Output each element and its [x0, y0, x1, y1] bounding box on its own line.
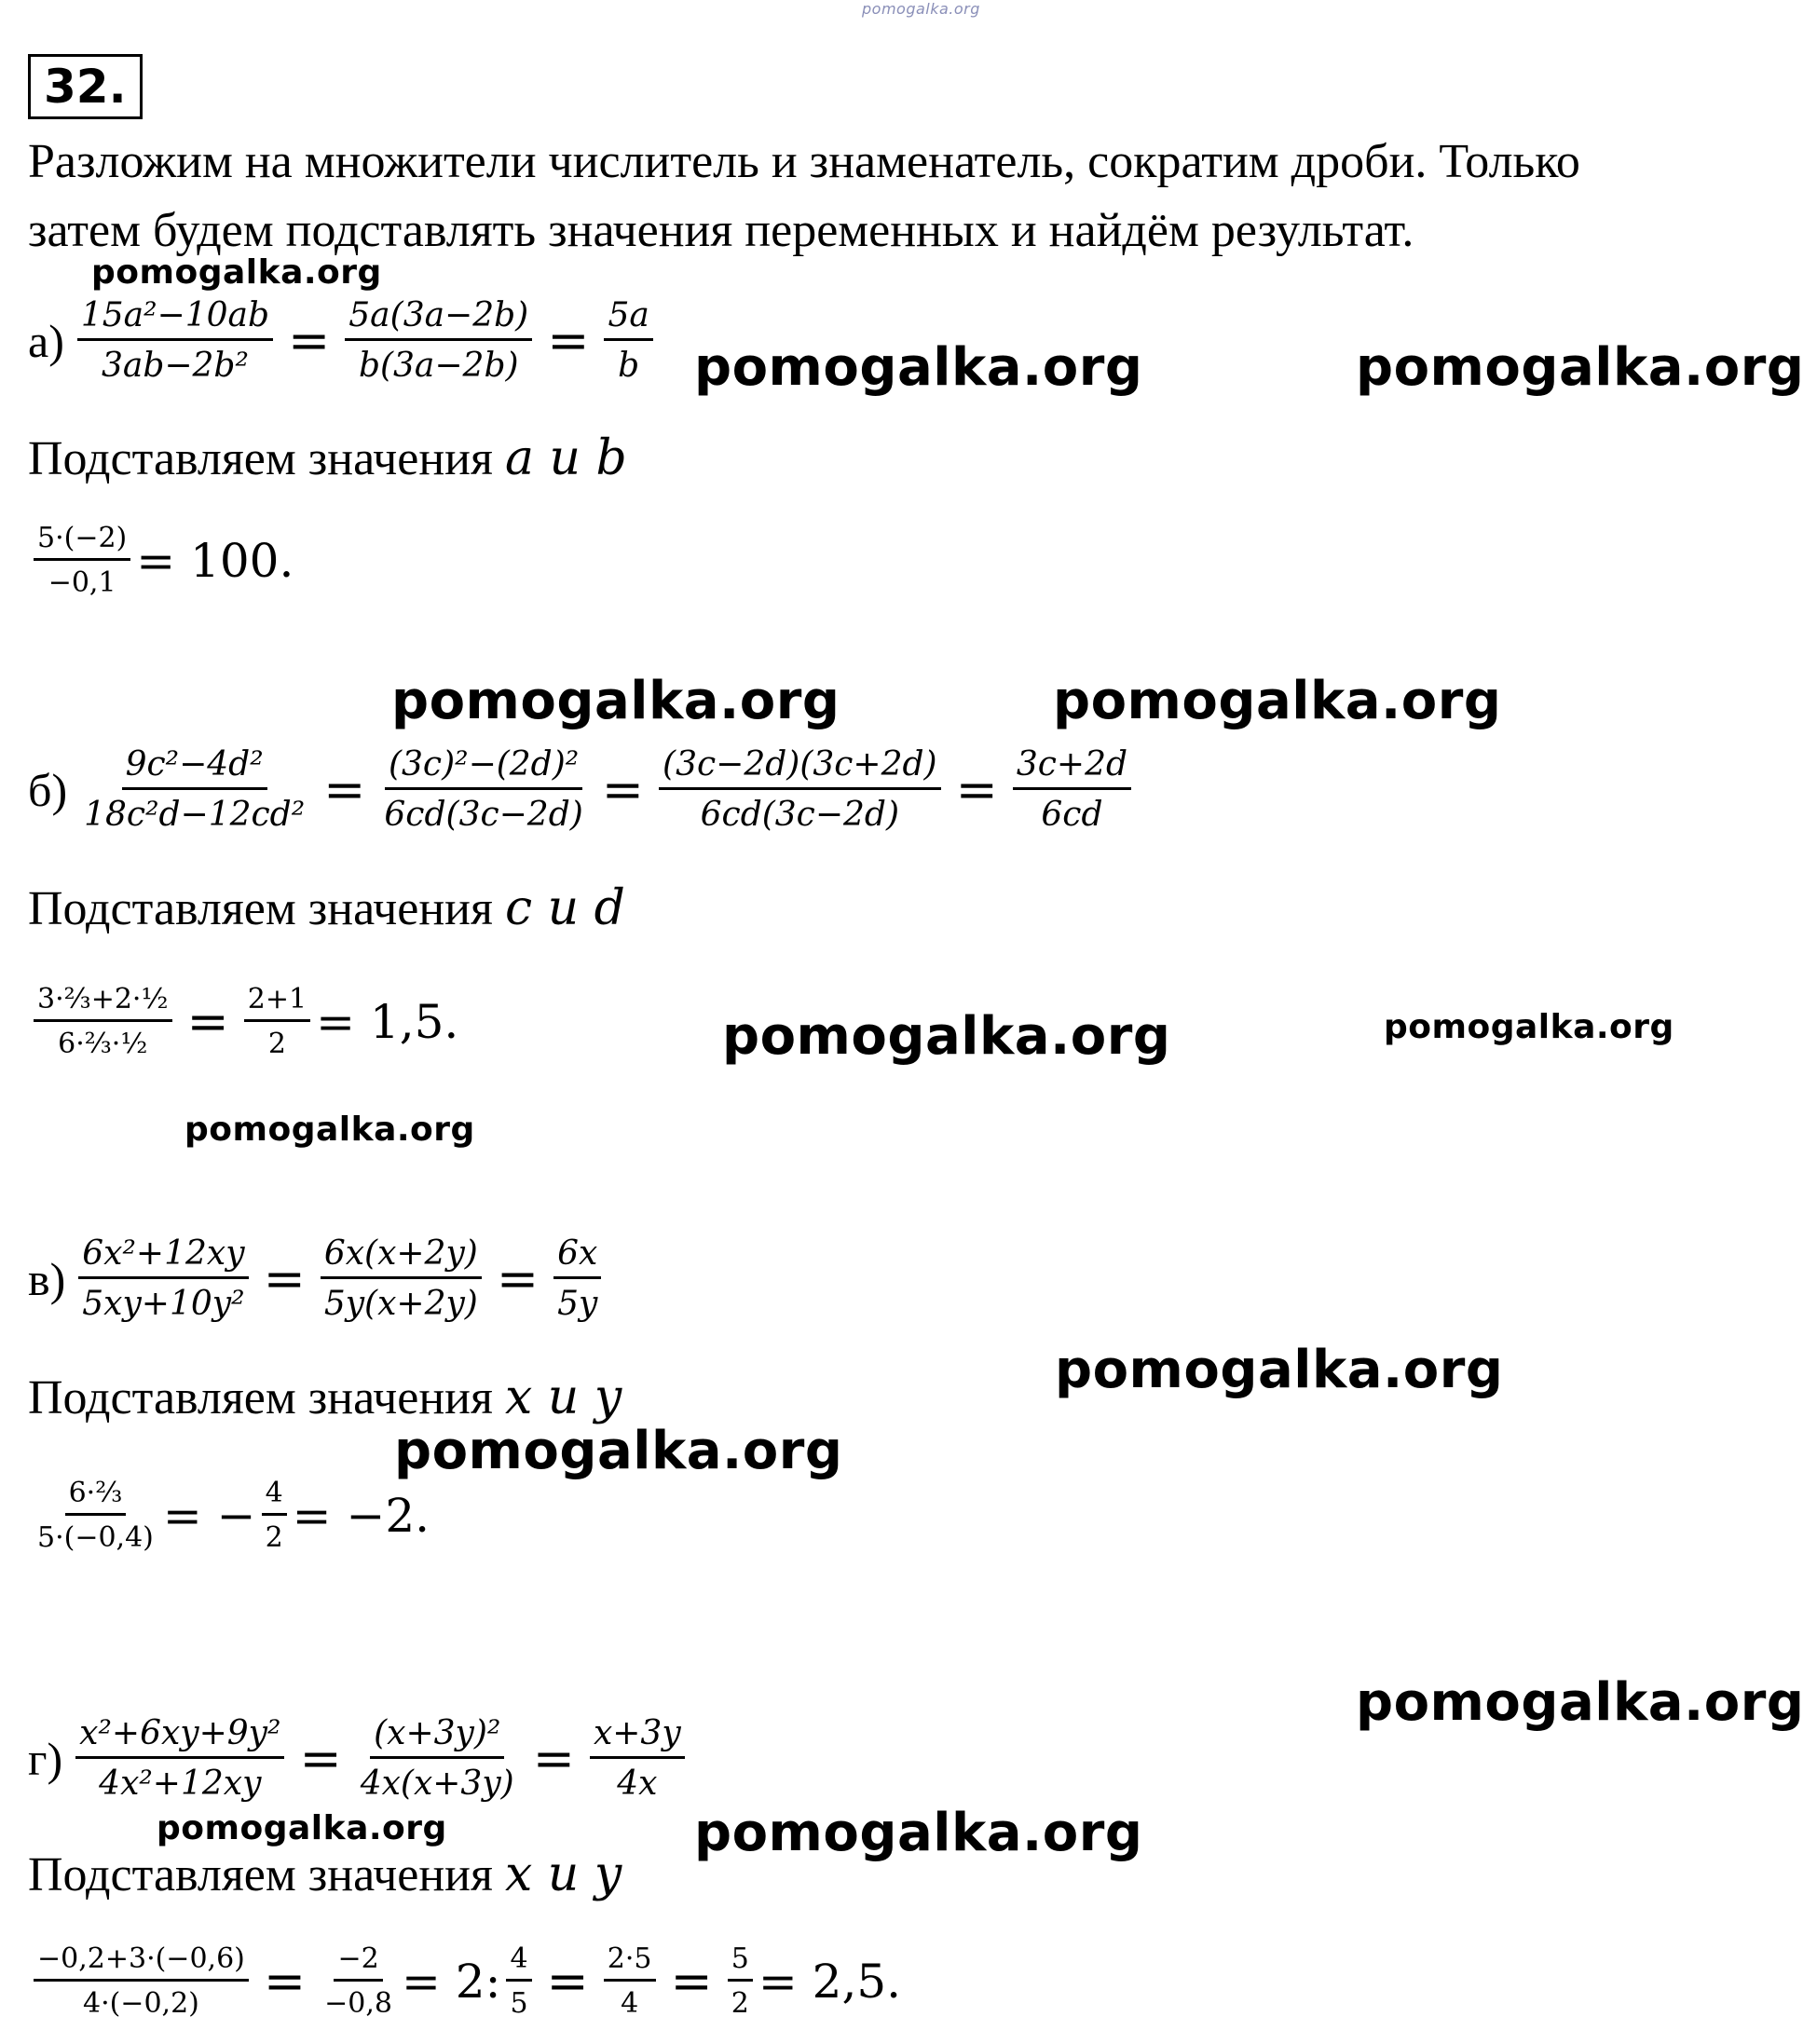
watermark: pomogalka.org: [184, 1111, 475, 1149]
watermark: pomogalka.org: [722, 1006, 1171, 1067]
fraction: $\frac{5a}{b}$: [604, 296, 652, 385]
watermark: pomogalka.org: [91, 253, 382, 292]
fraction: $\frac{\text{15a²−10ab}}{\text{3ab−2b²}}$: [77, 296, 273, 385]
part-a-subst: Подставляем значения a и b: [28, 430, 627, 486]
part-g-equation: г) $\frac{\text{x²+6xy+9y²}}{\text{4x²+12xy}}$ = $\frac{\text{(x+3y)²}}{4x(x+3y)}$ = $\frac{x+3y}{4x}$: [28, 1714, 690, 1803]
watermark: pomogalka.org: [394, 1421, 843, 1481]
watermark: pomogalka.org: [157, 1809, 447, 1847]
watermark: pomogalka.org: [1055, 1340, 1504, 1400]
part-v-subst: Подставляем значения x и y: [28, 1369, 622, 1425]
watermark: pomogalka.org: [1356, 1672, 1805, 1733]
fraction: $\frac{\text{6·⅔}}{5\cdot(-0,4)}$: [37, 1477, 154, 1554]
intro-line-2: затем будем подставлять значения переменных и найдём результат.: [28, 204, 1414, 257]
fraction: $\frac{2+1}{2}$: [244, 983, 310, 1060]
fraction: $\frac{5}{2}$: [728, 1942, 753, 2020]
fraction: $\frac{4}{2}$: [262, 1477, 287, 1554]
fraction: $\frac{5\cdot(-2)}{-0,1}$: [34, 522, 130, 599]
fraction: $\frac{\text{(x+3y)²}}{4x(x+3y)}$: [360, 1714, 514, 1803]
part-g-subst: Подставляем значения x и y: [28, 1846, 622, 1902]
fraction: $\frac{\text{9c²−4d²}}{\text{18c²d−12cd²}}$: [84, 745, 306, 834]
part-b-equation: б) $\frac{\text{9c²−4d²}}{\text{18c²d−12cd²}}$ = $\frac{\text{(3c)²−(2d)²}}{6cd(3c-2d)}$ = $\frac{(3c-2d)(3c+2d)}{6cd(3c-2d)}$ = $\frac{3c+2d}{6cd}$: [28, 745, 1137, 834]
fraction: $\frac{5a(3a-2b)}{b(3a-2b)}$: [345, 296, 532, 385]
watermark: pomogalka.org: [391, 671, 840, 731]
watermark: pomogalka.org: [1384, 1008, 1674, 1046]
fraction: $\frac{-0,2+3\cdot(-0,6)}{4\cdot(-0,2)}$: [34, 1942, 249, 2020]
part-b-label: б): [28, 763, 68, 816]
part-a-calc: $\frac{5\cdot(-2)}{-0,1}$ = 100.: [28, 522, 294, 599]
fraction: $\frac{\text{3·⅔+2·½}}{\text{6·⅔·½}}$: [34, 983, 172, 1060]
fraction: $\frac{\text{6x²+12xy}}{\text{5xy+10y²}}$: [78, 1234, 248, 1323]
fraction: $\frac{4}{5}$: [506, 1942, 531, 2020]
part-b-subst: Подставляем значения c и d: [28, 880, 625, 936]
fraction: $\frac{2\cdot 5}{4}$: [604, 1942, 656, 2020]
fraction: $\frac{\text{(3c)²−(2d)²}}{6cd(3c-2d)}$: [384, 745, 583, 834]
part-v-equation: в) $\frac{\text{6x²+12xy}}{\text{5xy+10y²}}$ = $\frac{6x(x+2y)}{5y(x+2y)}$ = $\frac{6x}{5y}$: [28, 1234, 607, 1323]
watermark: pomogalka.org: [1053, 671, 1502, 731]
watermark: pomogalka.org: [694, 1803, 1143, 1863]
part-g-calc: $\frac{-0,2+3\cdot(-0,6)}{4\cdot(-0,2)}$ = $\frac{-2}{-0,8}$ = 2: $\frac{4}{5}$ = $\frac{2\cdot 5}{4}$ = $\frac{5}{2}$ = 2,5.: [28, 1942, 901, 2020]
fraction: $\frac{\text{x²+6xy+9y²}}{\text{4x²+12xy}}$: [75, 1714, 284, 1803]
watermark: pomogalka.org: [694, 337, 1143, 398]
fraction: $\frac{x+3y}{4x}$: [590, 1714, 685, 1803]
part-g-label: г): [28, 1732, 63, 1785]
problem-number: 32.: [28, 54, 143, 119]
part-a-equation: а) $\frac{\text{15a²−10ab}}{\text{3ab−2b²}}$ = $\frac{5a(3a-2b)}{b(3a-2b)}$ = $\frac{5a}{b}$: [28, 296, 659, 385]
part-v-calc: $\frac{\text{6·⅔}}{5\cdot(-0,4)}$ = − $\frac{4}{2}$ = −2.: [28, 1477, 430, 1554]
fraction: $\frac{6x(x+2y)}{5y(x+2y)}$: [321, 1234, 482, 1323]
fraction: $\frac{3c+2d}{6cd}$: [1013, 745, 1131, 834]
part-b-calc: $\frac{\text{3·⅔+2·½}}{\text{6·⅔·½}}$ = $\frac{2+1}{2}$ = 1,5.: [28, 983, 458, 1060]
part-a-label: а): [28, 314, 64, 367]
intro-line-1: Разложим на множители числитель и знаменатель, сократим дроби. Только: [28, 135, 1580, 188]
part-v-label: в): [28, 1252, 66, 1305]
top-watermark: pomogalka.org: [862, 0, 980, 18]
fraction: $\frac{-2}{-0,8}$: [324, 1942, 392, 2020]
fraction: $\frac{6x}{5y}$: [553, 1234, 601, 1323]
fraction: $\frac{(3c-2d)(3c+2d)}{6cd(3c-2d)}$: [659, 745, 941, 834]
watermark: pomogalka.org: [1356, 337, 1805, 398]
